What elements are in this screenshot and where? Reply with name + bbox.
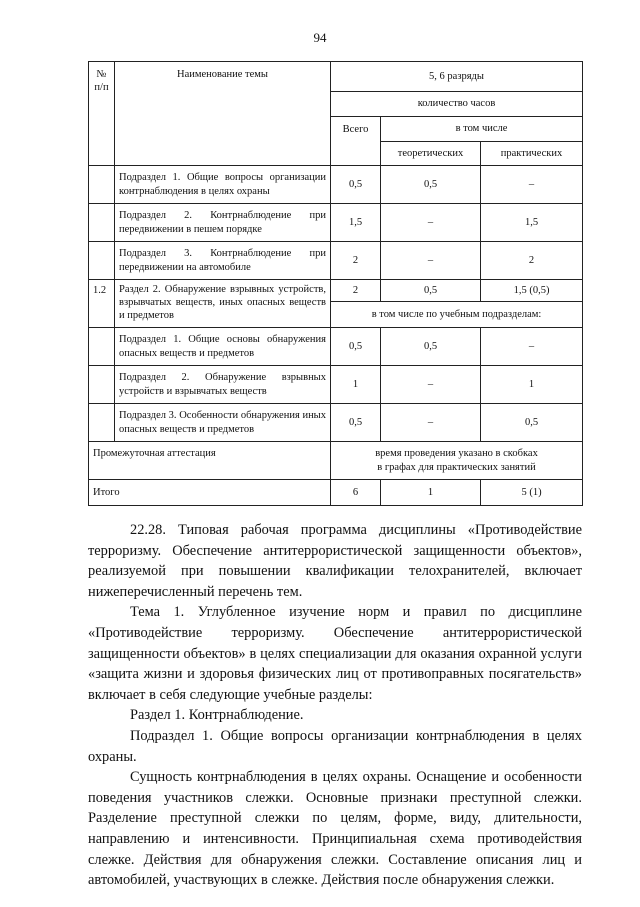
header-total: Всего [331, 117, 381, 166]
row-practice: – [481, 166, 583, 204]
section-practice: 1,5 (0,5) [481, 280, 583, 302]
total-theory: 1 [381, 480, 481, 506]
total-practice: 5 (1) [481, 480, 583, 506]
table-row [89, 328, 583, 366]
row-practice: 2 [481, 242, 583, 280]
row-topic: Подраздел 2. Контрнаблюдение при передвижении в пешем порядке [115, 204, 331, 242]
section-num: 1.2 [89, 280, 115, 328]
attestation-note: время проведения указано в скобках в графах для практических занятий [331, 442, 583, 480]
row-topic: Подраздел 1. Общие вопросы организации контрнаблюдения в целях охраны [115, 166, 331, 204]
row-practice: 1 [481, 366, 583, 404]
row-total: 0,5 [331, 404, 381, 442]
row-topic: Подраздел 2. Обнаружение взрывных устройств и взрывчатых веществ [115, 366, 331, 404]
row-num [89, 242, 115, 280]
section-row [89, 280, 583, 302]
row-topic: Подраздел 1. Общие основы обнаружения опасных веществ и предметов [115, 328, 331, 366]
table-row [89, 366, 583, 404]
row-topic: Подраздел 3. Контрнаблюдение при передвижении на автомобиле [115, 242, 331, 280]
row-theory: – [381, 366, 481, 404]
row-theory: – [381, 404, 481, 442]
section-total: 2 [331, 280, 381, 302]
row-num [89, 166, 115, 204]
row-theory: – [381, 242, 481, 280]
paragraph: Тема 1. Углубленное изучение норм и правил по дисциплине «Противодействие терроризму. Обеспечение антитеррористической защищенности объектов» в целях специализации для оказания охранной услуги «защита жизни и здоровья физических лиц от противоправных посягательств» включает в себя следующие учебные разделы: [88, 604, 582, 703]
row-total: 0,5 [331, 166, 381, 204]
row-num [89, 204, 115, 242]
row-practice: 0,5 [481, 404, 583, 442]
paragraph: Подраздел 1. Общие вопросы организации контрнаблюдения в целях охраны. [88, 727, 582, 765]
section-note: в том числе по учебным подразделам: [331, 302, 583, 328]
header-hours: количество часов [331, 92, 583, 117]
header-num: № п/п [89, 62, 115, 166]
header-theory: теоретических [381, 142, 481, 166]
section-topic: Раздел 2. Обнаружение взрывных устройств, взрывчатых веществ, иных опасных веществ и предметов [115, 280, 331, 328]
paragraph: Сущность контрнаблюдения в целях охраны. Оснащение и особенности поведения участников слежки. Основные признаки преступной слежки. Разделение преступной слежки по целям, форме, виду, длительности, направлению и интенсивности. Принципиальная схема противодействия слежке. Действия для обнаружения слежки. Составление описания лиц и автомобилей, участвующих в слежке. Действия после обнаружения слежки. [88, 769, 582, 889]
table-row [89, 404, 583, 442]
hours-table [88, 61, 583, 506]
total-total: 6 [331, 480, 381, 506]
row-practice: 1,5 [481, 204, 583, 242]
table-row [89, 166, 583, 204]
row-num [89, 366, 115, 404]
row-total: 1 [331, 366, 381, 404]
table-row [89, 204, 583, 242]
row-topic: Подраздел 3. Особенности обнаружения иных опасных веществ и предметов [115, 404, 331, 442]
row-total: 0,5 [331, 328, 381, 366]
total-label: Итого [89, 480, 331, 506]
header-topic: Наименование темы [115, 62, 331, 166]
header-grade: 5, 6 разряды [331, 62, 583, 92]
paragraph: 22.28. Типовая рабочая программа дисциплины «Противодействие терроризму. Обеспечение антитеррористической защищенности объектов», реализуемой при повышении квалификации телохранителей, включает нижеперечисленный перечень тем. [88, 522, 582, 600]
body-text [88, 520, 582, 891]
row-practice: – [481, 328, 583, 366]
total-row [89, 480, 583, 506]
row-num [89, 328, 115, 366]
row-total: 1,5 [331, 204, 381, 242]
header-practice: практических [481, 142, 583, 166]
row-num [89, 404, 115, 442]
row-theory: 0,5 [381, 166, 481, 204]
row-theory: 0,5 [381, 328, 481, 366]
attestation-row [89, 442, 583, 480]
paragraph: Раздел 1. Контрнаблюдение. [130, 707, 304, 724]
section-theory: 0,5 [381, 280, 481, 302]
table-row [89, 242, 583, 280]
header-including: в том числе [381, 117, 583, 142]
row-theory: – [381, 204, 481, 242]
page-number: 94 [313, 30, 327, 45]
row-total: 2 [331, 242, 381, 280]
attestation-label: Промежуточная аттестация [89, 442, 331, 480]
